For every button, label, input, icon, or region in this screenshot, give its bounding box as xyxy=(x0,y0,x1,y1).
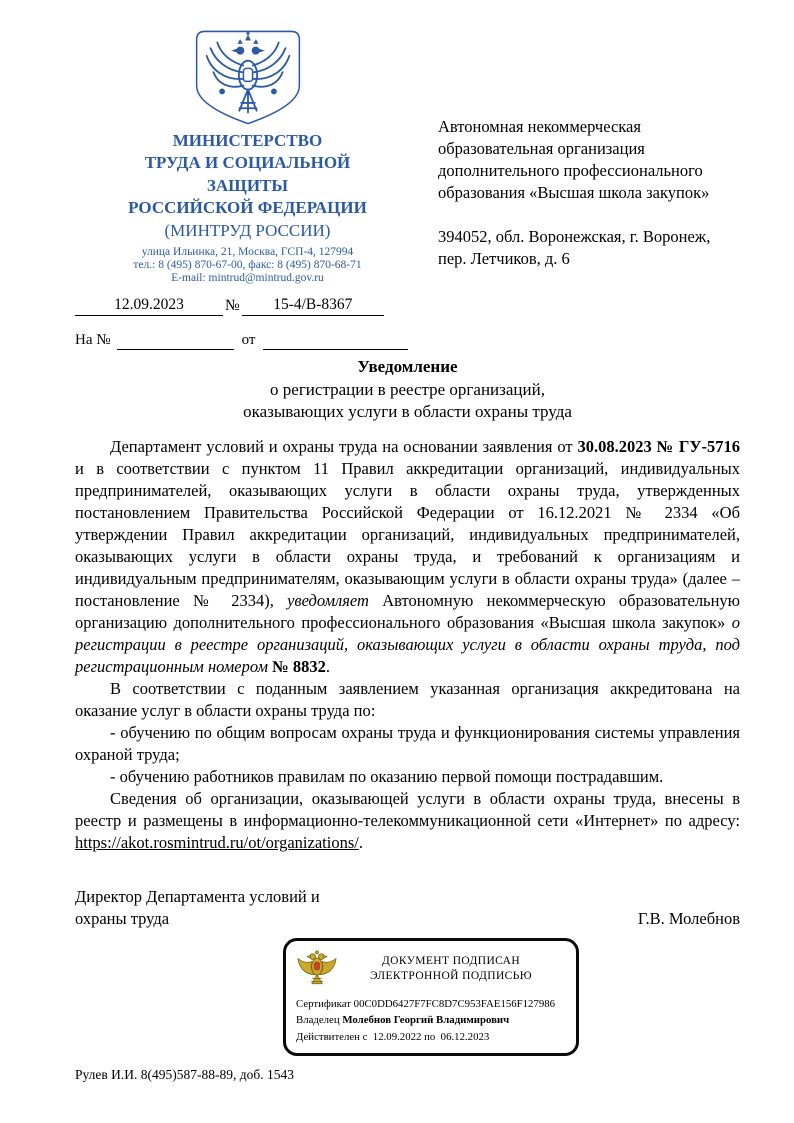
p1-registration-number: № 8832 xyxy=(272,656,326,676)
stamp-title xyxy=(338,954,564,984)
paragraph-3-bullet: - обучению по общим вопросам охраны труда и функционирования системы управления охраной труда; xyxy=(75,722,740,764)
recipient-block xyxy=(438,30,740,350)
ministry-name-line-2: ТРУДА И СОЦИАЛЬНОЙ xyxy=(144,153,351,173)
executor-contact: Рулев И.И. 8(495)587-88-89, доб. 1543 xyxy=(75,1067,294,1083)
ref-prefix: На № xyxy=(75,332,111,349)
certificate-line xyxy=(296,996,564,1013)
stamp-title-line-1: ДОКУМЕНТ ПОДПИСАН xyxy=(381,954,521,967)
ministry-name-line-1: МИНИСТЕРСТВО xyxy=(172,131,323,150)
p1-registration-italic: о регистрации в реестре организаций, оказывающих услуги в области охраны труда, под регистрационным номером xyxy=(75,612,740,676)
signer-position xyxy=(75,886,320,930)
owner-label: Владелец xyxy=(296,1014,343,1027)
ministry-contacts xyxy=(75,246,420,285)
doc-date-number-line xyxy=(75,295,420,316)
paragraph-4-bullet: - обучению работников правилам по оказанию первой помощи пострадавшим. xyxy=(110,766,664,786)
letter-title-line-3: оказывающих услуги в области охраны труда xyxy=(243,402,572,422)
certificate-value: 00C0DD6427F7FC8D7C953FAE156F127986 xyxy=(353,997,556,1010)
letter-title-line-1: Уведомление xyxy=(357,357,458,377)
p1-notifies-italic: уведомляет xyxy=(287,590,369,610)
registry-url-link[interactable]: https://akot.rosmintrud.ru/ot/organizations/ xyxy=(75,832,359,852)
doc-number: 15-4/В-8367 xyxy=(242,295,384,316)
stamp-details xyxy=(296,996,564,1046)
blank-field xyxy=(117,335,234,350)
p1-text: . xyxy=(325,656,330,676)
owner-line xyxy=(296,1012,564,1029)
signature-block xyxy=(75,886,740,930)
p1-application-date-number: 30.08.2023 № ГУ-5716 xyxy=(577,436,740,456)
paragraph-5 xyxy=(75,788,740,854)
p5-text: . xyxy=(358,832,363,852)
ministry-address: улица Ильинка, 21, Москва, ГСП-4, 127994 xyxy=(141,246,354,259)
stamp-header xyxy=(296,949,564,989)
recipient-name: Автономная некоммерческая образовательная организация дополнительного профессионального образования «Высшая школа закупок» xyxy=(438,117,710,202)
ministry-phone-fax: тел.: 8 (495) 870-67-00, факс: 8 (495) 870-68-71 xyxy=(133,259,362,272)
validity-line: Действителен с 12.09.2022 по 06.12.2023 xyxy=(296,1030,490,1043)
recipient-address: 394052, обл. Воронежская, г. Воронеж, пер. Летчиков, д. 6 xyxy=(438,227,711,268)
ministry-name-line-4: РОССИЙСКОЙ ФЕДЕРАЦИИ xyxy=(128,198,367,218)
number-sign: № xyxy=(225,297,240,315)
gold-coat-of-arms-icon xyxy=(296,949,338,989)
ref-infix: от xyxy=(241,332,256,349)
p1-text: Автономную некоммерческую образовательную организацию дополнительного профессионального образования «Высшая школа закупок» xyxy=(75,590,740,632)
owner-name: Молебнов Георгий Владимирович xyxy=(342,1014,510,1027)
blank-field xyxy=(263,335,408,350)
stamp-title-line-2: ЭЛЕКТРОННОЙ ПОДПИСЬЮ xyxy=(370,969,532,982)
signer-position-line-1: Директор Департамента условий и xyxy=(75,886,320,906)
p5-text: Сведения об организации, оказывающей услуги в области охраны труда, внесены в реестр и размещены в информационно-телекоммуникационной сети «Интернет» по адресу: xyxy=(75,788,740,830)
letter-title xyxy=(75,356,740,424)
paragraph-2: В соответствии с поданным заявлением указанная организация аккредитована на оказание услуг в области охраны труда по: xyxy=(75,678,740,720)
letter-title-line-2: о регистрации в реестре организаций, xyxy=(270,379,545,399)
p1-text: Департамент условий и охраны труда на основании заявления от xyxy=(110,436,578,456)
electronic-signature-stamp xyxy=(283,938,579,1057)
signer-position-line-2: охраны труда xyxy=(75,908,170,928)
letter-body xyxy=(75,436,740,854)
russia-coat-of-arms-icon xyxy=(194,30,302,126)
ministry-short-name: (МИНТРУД РОССИИ) xyxy=(164,220,331,240)
ministry-name-line-3: ЗАЩИТЫ xyxy=(206,175,289,195)
ministry-email: E-mail: mintrud@mintrud.gov.ru xyxy=(171,272,324,285)
doc-date: 12.09.2023 xyxy=(75,295,223,316)
reference-line xyxy=(75,330,420,350)
ministry-header-block xyxy=(75,30,420,350)
p1-text: и в соответствии с пунктом 11 Правил аккредитации организаций, индивидуальных предпринимателей, оказывающих услуги в области охраны труда, утвержденных постановлением Правительства Российской Федерации от 16.12.2021 № 2334 «Об утверждении Правил аккредитации организаций, индивидуальных предпринимателей, оказывающих услуги в области охраны труда, и требований к организациям и индивидуальным предпринимателям, оказывающим услуги в области охраны труда» (далее – постановление № 2334), xyxy=(75,458,740,610)
letterhead xyxy=(75,30,740,350)
signer-name: Г.В. Молебнов xyxy=(637,908,740,928)
certificate-label: Сертификат xyxy=(296,997,354,1010)
paragraph-1 xyxy=(75,436,740,678)
